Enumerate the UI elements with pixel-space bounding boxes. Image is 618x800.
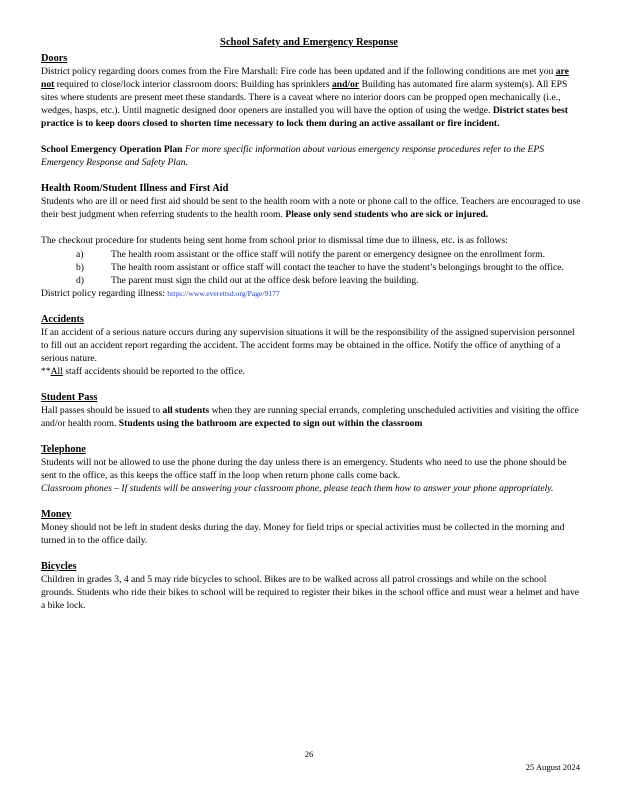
telephone-heading: Telephone bbox=[41, 444, 86, 455]
checkout-steps bbox=[41, 248, 581, 287]
doors-paragraph: District policy regarding doors comes from the Fire Marshall: Fire code has been updated and if the following conditions are met you are not required to close/lock interior classroom doors: Building has sprinklers and/or Building has automated fire alarm system(s). All EPS sites where students are present meet these standards. There is a caveat where no interior doors can be propped open mechanically (i.e., wedges, hasps, etc.). Until magnetic designed door openers are installed you will have the option of using the wedge. District states best practice is to keep doors closed to shorten time necessary to lock them during an active assailant or fire incident. bbox=[41, 66, 569, 129]
accidents-note: **All staff accidents should be reported to the office. bbox=[41, 366, 245, 377]
illness-policy-link[interactable]: https://www.everettsd.org/Page/9177 bbox=[167, 289, 280, 298]
eop-paragraph: School Emergency Operation Plan For more specific information about various emergency response procedures refer to the EPS Emergency Response and Safety Plan. bbox=[41, 144, 545, 168]
money-heading: Money bbox=[41, 509, 72, 520]
list-item: a) The health room assistant or the office staff will notify the parent or emergency designee on the enrollment form. bbox=[76, 249, 545, 260]
checkout-paragraph: The checkout procedure for students being sent home from school prior to dismissal time due to illness, etc. is as follows: bbox=[41, 235, 508, 246]
money-paragraph: Money should not be left in student desks during the day. Money for field trips or special activities must be collected in the morning and turned in to the office daily. bbox=[41, 522, 565, 546]
list-item: d) The parent must sign the child out at the office desk before leaving the building. bbox=[76, 275, 419, 286]
page-number: 26 bbox=[304, 749, 314, 759]
illness-policy: District policy regarding illness: https://www.everettsd.org/Page/9177 bbox=[41, 288, 280, 299]
document-body bbox=[41, 52, 581, 612]
eop-heading: School Emergency Operation Plan bbox=[41, 144, 183, 155]
page-title: School Safety and Emergency Response bbox=[220, 37, 398, 48]
doors-heading: Doors bbox=[41, 53, 68, 64]
accidents-paragraph: If an accident of a serious nature occurs during any supervision situations it will be the responsibility of the assigned supervision personnel to fill out an accident report regarding the accident. The accident forms may be obtained in the office. Notify the office of anything of a serious nature. bbox=[41, 327, 575, 364]
list-item: b) The health room assistant or office staff will contact the teacher to have the student’s belongings brought to the office. bbox=[76, 262, 564, 273]
bicycles-heading: Bicycles bbox=[41, 561, 77, 572]
pass-paragraph: Hall passes should be issued to all students when they are running special errands, completing unscheduled activities and visiting the office and/or health room. Students using the bathroom are expected to sign out within the classroom bbox=[41, 405, 579, 429]
bicycles-paragraph: Children in grades 3, 4 and 5 may ride bicycles to school. Bikes are to be walked across all patrol crossings and while on the school grounds. Students who ride their bikes to school will be required to register their bikes in the school office and must wear a helmet and have a bike lock. bbox=[41, 574, 580, 611]
health-heading: Health Room/Student Illness and First Aid bbox=[41, 183, 229, 194]
pass-heading: Student Pass bbox=[41, 392, 98, 403]
accidents-heading: Accidents bbox=[41, 314, 84, 325]
health-paragraph: Students who are ill or need first aid should be sent to the health room with a note or phone call to the office. Teachers are encouraged to use their best judgment when referring students to the health room. Please only send students who are sick or injured. bbox=[41, 196, 581, 220]
classroom-phones-note: Classroom phones – If students will be answering your classroom phone, please teach them how to answer your phone appropriately. bbox=[41, 483, 554, 494]
footer-date: 25 August 2024 bbox=[525, 762, 580, 772]
telephone-paragraph: Students will not be allowed to use the phone during the day unless there is an emergency. Students who need to use the phone should be sent to the office, as this keeps the office staff in the loop when return phone calls come back. bbox=[41, 457, 567, 481]
